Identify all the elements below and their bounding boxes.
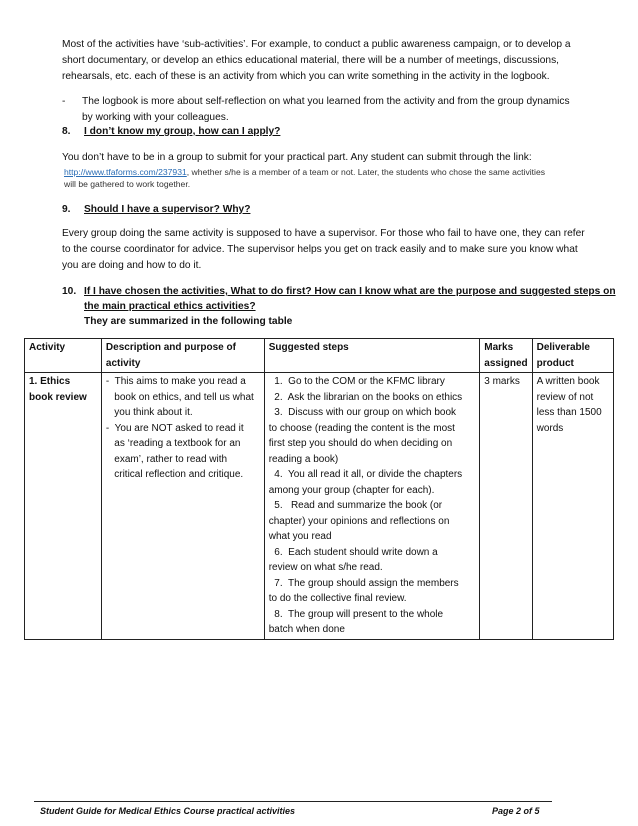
form-link[interactable]: http://www.tfaforms.com/237931 — [64, 167, 187, 177]
q9-answer — [62, 226, 585, 274]
q10-title-1: If I have chosen the activities, What to do first? How can I know what are the purpose and suggested steps on — [84, 286, 616, 297]
q8-link-after: , whether s/he is a member of a team or not. Later, the students who chose the same activities — [186, 167, 546, 177]
cell-activity: 1. Ethics book review — [25, 373, 102, 640]
table-row — [25, 373, 614, 640]
q10-subtitle: They are summarized in the following table — [84, 316, 293, 327]
q8-number: 8. — [62, 126, 71, 137]
intro-line: Most of the activities have ‘sub-activities’. For example, to conduct a public awareness campaign, or to develop a — [62, 39, 571, 50]
cell-marks: 3 marks — [480, 373, 532, 640]
footer-title: Student Guide for Medical Ethics Course practical activities — [40, 806, 296, 816]
q9-number: 9. — [62, 204, 71, 215]
intro-paragraph — [62, 37, 571, 85]
header-activity: Activity — [25, 339, 102, 373]
intro-line: rehearsals, etc. each of these is an activity from which you can write something in the activity in the logbook. — [62, 71, 550, 82]
q9-line: Every group doing the same activity is supposed to have a supervisor. For those who fail to have one, they can refer — [62, 228, 585, 239]
logbook-bullet-text — [82, 94, 570, 126]
q9-line: you are doing and how to do it. — [62, 260, 202, 271]
footer-divider — [34, 801, 552, 802]
header-steps: Suggested steps — [264, 339, 480, 373]
q9-line: to the course coordinator for advice. The supervisor helps you get on track easily and to make sure you know what — [62, 244, 578, 255]
bullet-line: by working with your colleagues. — [82, 112, 229, 123]
header-deliverable: Deliverable product — [532, 339, 613, 373]
q8-answer: You don’t have to be in a group to submit for your practical part. Any student can submit through the link: — [62, 152, 532, 163]
q9-heading — [62, 202, 250, 218]
header-marks: Marks assigned — [480, 339, 532, 373]
cell-steps: 1. Go to the COM or the KFMC library 2. Ask the librarian on the books on ethics 3. Discuss with our group on which book to choose (reading the content is the most first step you should do when deciding on reading a book) 4. You all read it all, or divide the chapters among your group (chapter for each). 5. Read and summarize the book (or chapter) your opinions and reflections on what you read 6. Each student should write down a review on what s/he read. 7. The group should assign the members to do the collective final review. 8. The group will present to the whole batch when done — [264, 373, 480, 640]
cell-description: - This aims to make you read a book on ethics, and tell us what you think about it. - You are NOT asked to read it as ‘reading a textbook for an exam’, rather to read with critical reflection and critique. — [101, 373, 264, 640]
cell-deliverable: A written book review of not less than 1500 words — [532, 373, 613, 640]
page-number: Page 2 of 5 — [492, 806, 540, 816]
header-description: Description and purpose of activity — [101, 339, 264, 373]
q8-heading — [62, 124, 280, 140]
activities-table — [24, 338, 614, 640]
q9-title: Should I have a supervisor? Why? — [84, 204, 251, 215]
bullet-line: The logbook is more about self-reflection on what you learned from the activity and from the group dynamics — [82, 96, 570, 107]
q10-heading-line1 — [62, 284, 616, 300]
q8-small-line2: will be gathered to work together. — [64, 179, 191, 189]
q8-title: I don’t know my group, how can I apply? — [84, 126, 281, 137]
q10-title-2: the main practical ethics activities? — [84, 301, 256, 312]
q10-number: 10. — [62, 286, 77, 297]
table-header-row — [25, 339, 614, 373]
intro-line: short documentary, or develop an ethics educational material, there will be a number of meetings, discussions, — [62, 55, 559, 66]
bullet-dash: - — [62, 96, 66, 107]
